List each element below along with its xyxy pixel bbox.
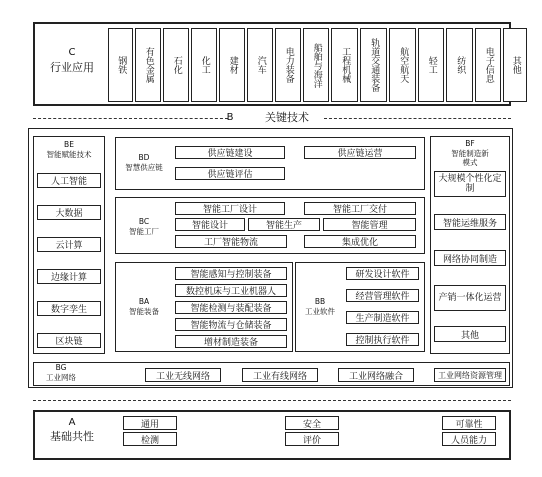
industry-box: 电力装备 [275, 28, 301, 102]
bc-item-box: 智能工厂设计 [175, 202, 285, 215]
bc-item-box: 智能管理 [323, 218, 416, 231]
bd-item-box: 供应链运营 [304, 146, 416, 159]
group-bb-code: BB [314, 297, 326, 306]
a-item-box: 安全 [285, 416, 339, 430]
separator-top-right [324, 118, 511, 119]
industry-box: 化工 [191, 28, 217, 102]
separator-bottom [33, 400, 511, 401]
group-be-code: BE [64, 140, 74, 149]
layer-a-title: 基础共性 [50, 430, 94, 443]
bg-item-box: 工业网络资源管理 [434, 368, 506, 382]
ba-item-box: 智能物流与仓储装备 [175, 318, 287, 331]
be-item-box: 边缘计算 [37, 269, 101, 284]
layer-c-code: C [68, 47, 76, 58]
bc-item-box: 工厂智能物流 [175, 235, 287, 248]
group-be-title: 智能赋能技术 [46, 150, 92, 159]
a-item-box: 人员能力 [442, 432, 496, 446]
industry-box: 轻工 [418, 28, 444, 102]
layer-b-title: 关键技术 [265, 111, 309, 124]
bb-item-box: 控制执行软件 [346, 333, 419, 346]
industry-box: 轨道交通装备 [360, 28, 387, 102]
a-item-box: 可靠性 [442, 416, 496, 430]
layer-b-code: B [226, 112, 234, 123]
group-bb-title: 工业软件 [305, 307, 335, 316]
industry-box: 有色金属 [135, 28, 161, 102]
group-bd-code: BD [138, 153, 150, 162]
group-bg-title: 工业网络 [46, 373, 76, 382]
bc-item-box: 智能生产 [248, 218, 320, 231]
bb-item-box: 研发设计软件 [346, 267, 419, 280]
bc-item-box: 智能设计 [175, 218, 245, 231]
group-ba-code: BA [138, 297, 150, 306]
bf-item-box: 其他 [434, 326, 506, 342]
bb-item-box: 生产制造软件 [346, 311, 419, 324]
bf-item-box: 大规模个性化定制 [434, 171, 506, 197]
industry-box: 航空航天 [389, 28, 416, 102]
be-item-box: 数字孪生 [37, 301, 101, 316]
industry-box: 电子信息 [475, 28, 501, 102]
industry-box: 其他 [503, 28, 527, 102]
industry-box: 工程机械 [331, 28, 358, 102]
bf-item-box: 产销一体化运营 [434, 285, 506, 311]
a-item-box: 检测 [123, 432, 177, 446]
group-bg-code: BG [55, 363, 67, 372]
ba-item-box: 智能感知与控制装备 [175, 267, 287, 280]
ba-item-box: 智能检测与装配装备 [175, 301, 287, 314]
industry-box: 汽车 [247, 28, 273, 102]
group-bc-code: BC [138, 217, 150, 226]
industry-box: 钢铁 [108, 28, 133, 102]
industry-box: 纺织 [446, 28, 473, 102]
bd-item-box: 供应链评估 [175, 167, 285, 180]
be-item-box: 区块链 [37, 333, 101, 348]
be-item-box: 云计算 [37, 237, 101, 252]
ba-item-box: 数控机床与工业机器人 [175, 284, 287, 297]
be-item-box: 人工智能 [37, 173, 101, 188]
ba-item-box: 增材制造装备 [175, 335, 287, 348]
group-bf-new-models [430, 136, 510, 354]
industry-box: 船舶与海洋 [303, 28, 329, 102]
layer-a-code: A [68, 417, 76, 428]
bg-item-box: 工业无线网络 [145, 368, 221, 382]
bf-item-box: 网络协同制造 [434, 250, 506, 266]
layer-a-foundation [33, 410, 511, 460]
layer-c-title: 行业应用 [50, 61, 94, 74]
bc-item-box: 智能工厂交付 [304, 202, 416, 215]
be-item-box: 大数据 [37, 205, 101, 220]
group-bc-title: 智能工厂 [129, 227, 159, 236]
bg-item-box: 工业网络融合 [338, 368, 414, 382]
a-item-box: 评价 [285, 432, 339, 446]
industry-box: 石化 [163, 28, 189, 102]
group-ba-title: 智能装备 [129, 307, 159, 316]
bb-item-box: 经营管理软件 [346, 289, 419, 302]
industry-box: 建材 [219, 28, 245, 102]
bc-item-box: 集成优化 [304, 235, 416, 248]
group-bf-code: BF [465, 139, 475, 148]
separator-top [33, 118, 228, 119]
group-bf-title: 智能制造新模式 [451, 149, 489, 167]
a-item-box: 通用 [123, 416, 177, 430]
bg-item-box: 工业有线网络 [242, 368, 318, 382]
bf-item-box: 智能运维服务 [434, 214, 506, 230]
group-bd-title: 智慧供应链 [125, 163, 163, 172]
bd-item-box: 供应链建设 [175, 146, 285, 159]
